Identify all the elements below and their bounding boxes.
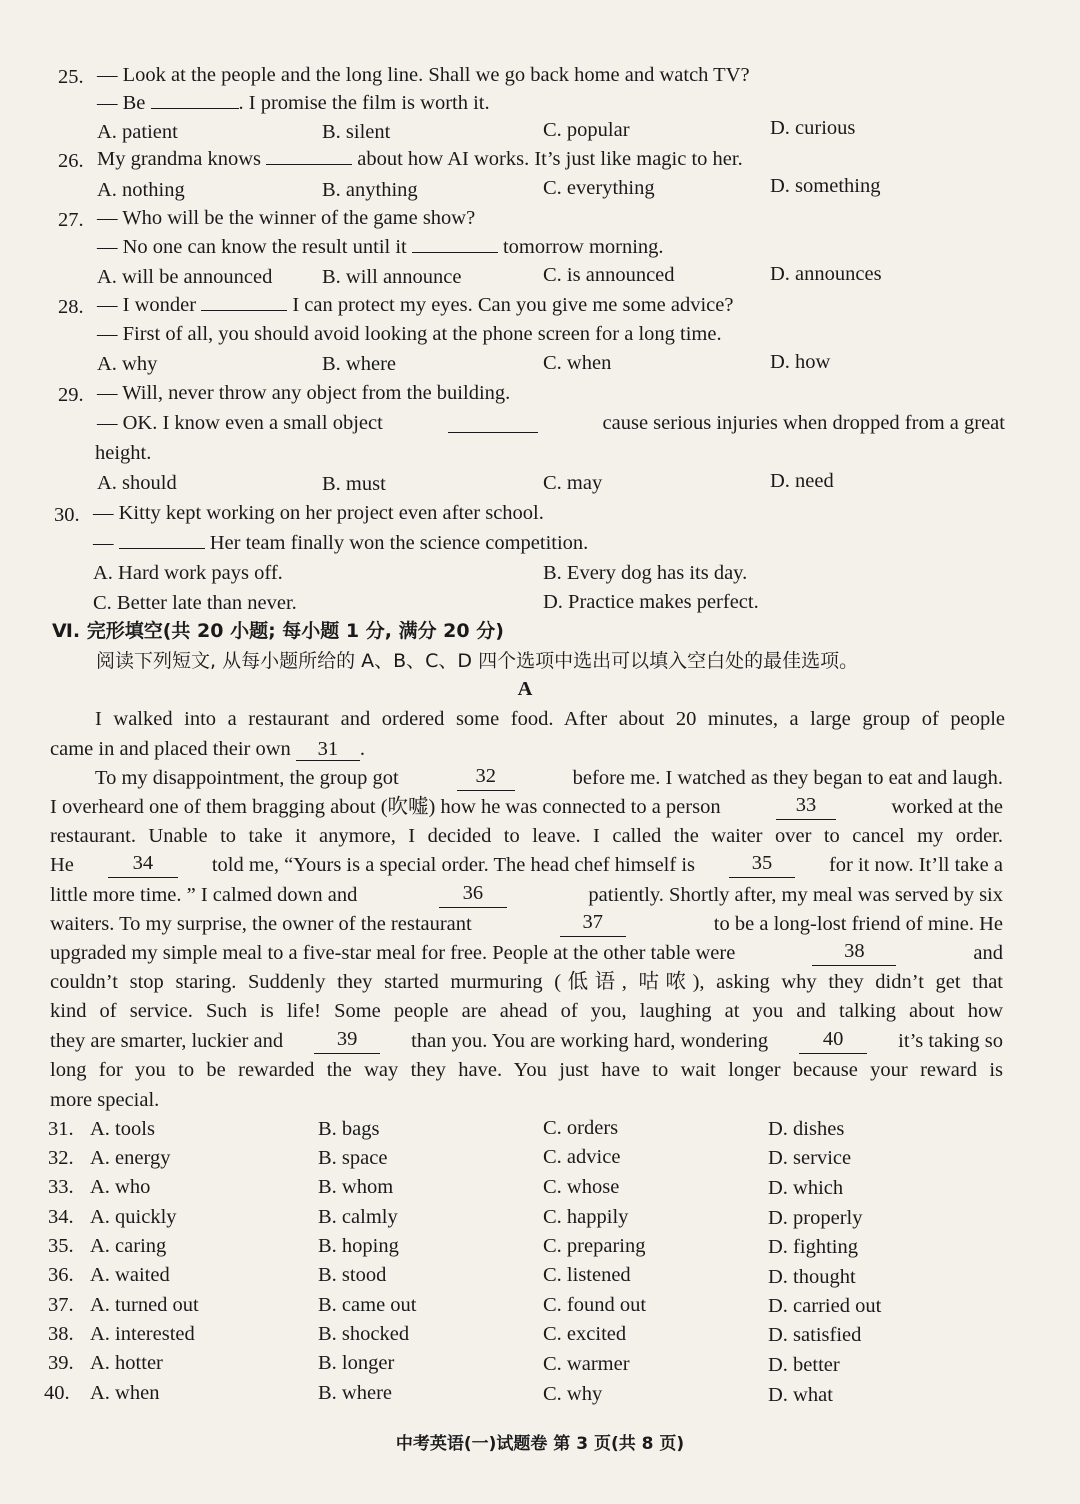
option-c: C. when bbox=[543, 352, 612, 374]
option-d: D. which bbox=[768, 1177, 844, 1199]
option-a: A. interested bbox=[90, 1323, 195, 1345]
blank-35: 35 bbox=[729, 852, 795, 878]
question-number: 29. bbox=[58, 384, 84, 406]
passage-text: He bbox=[50, 854, 74, 876]
passage-text: upgraded my simple meal to a five-star meal for free. People at the other table were bbox=[50, 942, 736, 964]
passage-line: I walked into a restaurant and ordered some food. After about 20 minutes, a large group of people bbox=[95, 708, 1005, 730]
question-text-part: — bbox=[93, 532, 114, 554]
question-text bbox=[97, 146, 743, 172]
option-a: A. should bbox=[97, 472, 177, 494]
option-c: C. popular bbox=[543, 119, 630, 141]
option-b: B. bags bbox=[318, 1118, 380, 1140]
passage-line bbox=[50, 794, 1003, 820]
passage-text: To my disappointment, the group got bbox=[95, 767, 399, 789]
option-a: A. quickly bbox=[90, 1206, 177, 1228]
question-text-part: . I promise the film is worth it. bbox=[238, 92, 490, 114]
option-d: D. properly bbox=[768, 1207, 863, 1229]
blank-36: 36 bbox=[439, 882, 507, 908]
option-a: A. will be announced bbox=[97, 266, 273, 288]
passage-text: they are smarter, luckier and bbox=[50, 1030, 284, 1052]
option-number: 31. bbox=[48, 1118, 74, 1140]
question-text-part: — OK. I know even a small object bbox=[97, 412, 383, 434]
blank-40: 40 bbox=[799, 1028, 867, 1054]
option-b: B. where bbox=[322, 353, 397, 375]
option-b: B. will announce bbox=[322, 266, 462, 288]
passage-text: before me. I watched as they began to eat and laugh. bbox=[572, 767, 1003, 789]
option-d: D. curious bbox=[770, 117, 856, 139]
option-c: C. found out bbox=[543, 1294, 647, 1316]
blank-31: 31 bbox=[296, 738, 360, 761]
option-d: D. need bbox=[770, 470, 834, 492]
blank-38: 38 bbox=[812, 940, 896, 966]
option-b: B. shocked bbox=[318, 1323, 410, 1345]
question-number: 27. bbox=[58, 209, 84, 231]
option-c: C. why bbox=[543, 1383, 603, 1405]
option-b: B. silent bbox=[322, 121, 391, 143]
option-b: B. came out bbox=[318, 1294, 417, 1316]
option-number: 38. bbox=[48, 1323, 74, 1345]
question-text-part: about how AI works. It’s just like magic to her. bbox=[357, 148, 743, 170]
question-text: — Kitty kept working on her project even after school. bbox=[93, 502, 544, 524]
passage-line bbox=[50, 736, 365, 762]
option-c: C. is announced bbox=[543, 264, 675, 286]
question-text-part: tomorrow morning. bbox=[502, 236, 664, 258]
question-text-part: My grandma knows bbox=[97, 148, 261, 170]
blank-33: 33 bbox=[776, 794, 836, 820]
option-c: C. preparing bbox=[543, 1235, 646, 1257]
passage-line: long for you to be rewarded the way they have. You just have to wait longer because your reward is bbox=[50, 1059, 1003, 1081]
option-c: C. warmer bbox=[543, 1353, 630, 1375]
passage-text: to be a long-lost friend of mine. He bbox=[713, 913, 1003, 935]
question-text-part: — I wonder bbox=[97, 294, 197, 316]
option-c: C. advice bbox=[543, 1146, 621, 1168]
answer-blank bbox=[412, 234, 498, 253]
answer-blank bbox=[266, 146, 352, 165]
option-a: A. why bbox=[97, 353, 158, 375]
option-a: A. tools bbox=[90, 1118, 155, 1140]
option-number: 35. bbox=[48, 1235, 74, 1257]
passage-text: I overheard one of them bragging about (吹嘘) how he was connected to a person bbox=[50, 796, 721, 818]
passage-text: came in and placed their own bbox=[50, 738, 291, 760]
passage-line: restaurant. Unable to take it anymore, I decided to leave. I called the waiter over to cancel my order. bbox=[50, 825, 1003, 847]
option-number: 33. bbox=[48, 1176, 74, 1198]
question-text: — First of all, you should avoid looking at the phone screen for a long time. bbox=[97, 323, 722, 345]
option-d: D. announces bbox=[770, 263, 882, 285]
option-d: D. Practice makes perfect. bbox=[543, 591, 759, 613]
option-d: D. fighting bbox=[768, 1236, 858, 1258]
option-number: 39. bbox=[48, 1352, 74, 1374]
question-number: 30. bbox=[54, 504, 80, 526]
blank-37: 37 bbox=[560, 911, 626, 937]
passage-line bbox=[50, 882, 1003, 908]
question-text bbox=[97, 410, 1005, 436]
option-b: B. where bbox=[318, 1382, 393, 1404]
passage-text: patiently. Shortly after, my meal was served by six bbox=[588, 884, 1003, 906]
option-c: C. Better late than never. bbox=[93, 592, 297, 614]
passage-line: couldn’t stop staring. Suddenly they started murmuring (低语, 咕哝), asking why they didn’t get that bbox=[50, 971, 1003, 993]
option-d: D. how bbox=[770, 351, 831, 373]
option-a: A. when bbox=[90, 1382, 160, 1404]
question-text: — Look at the people and the long line. Shall we go back home and watch TV? bbox=[97, 64, 750, 86]
passage-line bbox=[50, 940, 1003, 966]
option-d: D. better bbox=[768, 1354, 840, 1376]
option-b: B. longer bbox=[318, 1352, 395, 1374]
option-b: B. hoping bbox=[318, 1235, 399, 1257]
answer-blank bbox=[201, 292, 287, 311]
passage-line bbox=[50, 852, 1003, 878]
question-text-part: I can protect my eyes. Can you give me some advice? bbox=[292, 294, 734, 316]
passage-text: for it now. It’ll take a bbox=[828, 854, 1003, 876]
page-footer: 中考英语(一)试题卷 第 3 页(共 8 页) bbox=[395, 1434, 685, 1454]
question-text-part: — No one can know the result until it bbox=[97, 236, 407, 258]
option-b: B. whom bbox=[318, 1176, 394, 1198]
option-a: A. turned out bbox=[90, 1294, 199, 1316]
option-d: D. something bbox=[770, 175, 881, 197]
question-text: — Will, never throw any object from the building. bbox=[97, 382, 511, 404]
option-b: B. Every dog has its day. bbox=[543, 562, 748, 584]
option-d: D. what bbox=[768, 1384, 833, 1406]
blank-34: 34 bbox=[108, 852, 178, 878]
option-number: 36. bbox=[48, 1264, 74, 1286]
passage-text: than you. You are working hard, wondering bbox=[411, 1030, 769, 1052]
passage-line bbox=[95, 765, 1003, 791]
option-number: 34. bbox=[48, 1206, 74, 1228]
option-a: A. caring bbox=[90, 1235, 167, 1257]
option-number: 40. bbox=[44, 1382, 70, 1404]
question-text: — Who will be the winner of the game show? bbox=[97, 207, 476, 229]
section-instruction: 阅读下列短文, 从每小题所给的 A、B、C、D 四个选项中选出可以填入空白处的最佳选项。 bbox=[96, 650, 859, 672]
option-number: 37. bbox=[48, 1294, 74, 1316]
answer-blank bbox=[119, 530, 205, 549]
option-a: A. patient bbox=[97, 121, 178, 143]
question-text bbox=[97, 234, 664, 260]
question-text bbox=[93, 530, 588, 556]
question-number: 25. bbox=[58, 66, 84, 88]
passage-line: more special. bbox=[50, 1089, 160, 1111]
option-d: D. dishes bbox=[768, 1118, 845, 1140]
answer-blank bbox=[151, 90, 239, 109]
option-d: D. carried out bbox=[768, 1295, 882, 1317]
option-c: C. excited bbox=[543, 1323, 627, 1345]
option-b: B. anything bbox=[322, 179, 418, 201]
option-a: A. energy bbox=[90, 1147, 171, 1169]
option-d: D. satisfied bbox=[768, 1324, 862, 1346]
option-c: C. orders bbox=[543, 1117, 619, 1139]
option-b: B. stood bbox=[318, 1264, 387, 1286]
option-b: B. space bbox=[318, 1147, 388, 1169]
option-b: B. calmly bbox=[318, 1206, 398, 1228]
option-a: A. nothing bbox=[97, 179, 185, 201]
question-number: 26. bbox=[58, 150, 84, 172]
passage-text: told me, “Yours is a special order. The head chef himself is bbox=[211, 854, 696, 876]
option-a: A. waited bbox=[90, 1264, 170, 1286]
answer-blank bbox=[448, 414, 538, 433]
option-a: A. who bbox=[90, 1176, 151, 1198]
question-text bbox=[97, 90, 490, 116]
passage-text: and bbox=[973, 942, 1003, 964]
option-b: B. must bbox=[322, 473, 386, 495]
passage-line bbox=[50, 911, 1003, 937]
section-heading: Ⅵ. 完形填空(共 20 小题; 每小题 1 分, 满分 20 分) bbox=[52, 620, 504, 642]
option-c: C. listened bbox=[543, 1264, 631, 1286]
passage-text: worked at the bbox=[891, 796, 1003, 818]
question-number: 28. bbox=[58, 296, 84, 318]
option-number: 32. bbox=[48, 1147, 74, 1169]
question-text: height. bbox=[95, 442, 152, 464]
passage-text: . bbox=[359, 738, 366, 760]
passage-line bbox=[50, 1028, 1003, 1054]
passage-text: waiters. To my surprise, the owner of the restaurant bbox=[50, 913, 472, 935]
option-a: A. Hard work pays off. bbox=[93, 562, 283, 584]
question-text-part: cause serious injuries when dropped from a great bbox=[602, 412, 1005, 434]
option-c: C. whose bbox=[543, 1176, 620, 1198]
option-c: C. may bbox=[543, 472, 603, 494]
passage-line: kind of service. Such is life! Some people are ahead of you, laughing at you and talking about how bbox=[50, 1000, 1003, 1022]
option-c: C. happily bbox=[543, 1206, 629, 1228]
passage-text: it’s taking so bbox=[898, 1030, 1003, 1052]
question-text-part: Her team finally won the science competition. bbox=[209, 532, 589, 554]
passage-label: A bbox=[517, 678, 533, 700]
option-a: A. hotter bbox=[90, 1352, 163, 1374]
option-d: D. thought bbox=[768, 1266, 856, 1288]
option-d: D. service bbox=[768, 1147, 852, 1169]
blank-32: 32 bbox=[457, 765, 515, 791]
passage-text: little more time. ” I calmed down and bbox=[50, 884, 358, 906]
question-text-part: — Be bbox=[97, 92, 146, 114]
option-c: C. everything bbox=[543, 177, 655, 199]
blank-39: 39 bbox=[314, 1028, 380, 1054]
question-text bbox=[97, 292, 733, 318]
